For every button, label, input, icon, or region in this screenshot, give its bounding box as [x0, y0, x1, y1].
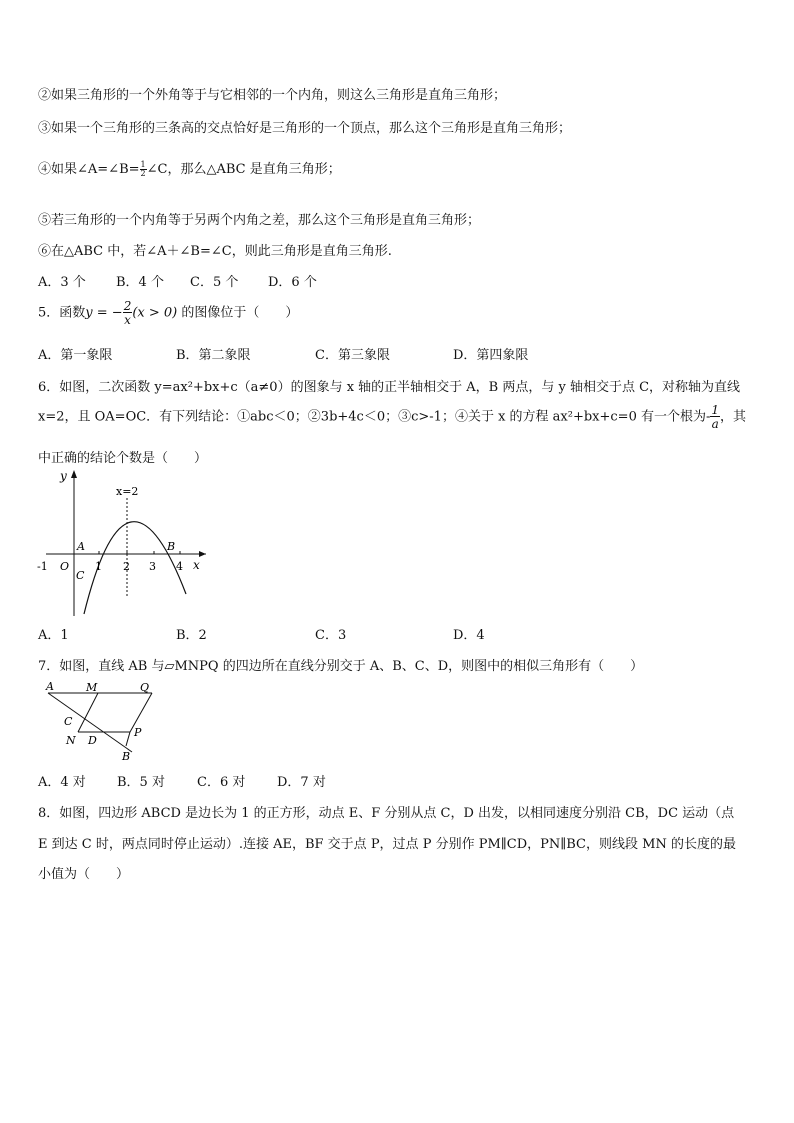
q7-option-c[interactable]: C．6 对 — [197, 775, 246, 790]
line-pb — [126, 732, 130, 746]
statement-2: ②如果三角形的一个外角等于与它相邻的一个内角，则这么三角形是直角三角形； — [38, 88, 507, 103]
fraction-numerator: 1 — [140, 160, 146, 169]
q5-condition: (x > 0) — [132, 305, 178, 321]
q6-option-b[interactable]: B．2 — [176, 628, 207, 643]
q5-pre: 5．函数 — [38, 305, 86, 321]
label-p: P — [134, 726, 142, 739]
q5-option-b[interactable]: B．第二象限 — [176, 348, 251, 363]
label-q: Q — [140, 681, 150, 694]
q7-option-b[interactable]: B．5 对 — [117, 775, 165, 790]
question-6-line-2 — [38, 404, 746, 430]
point-b-label: B — [167, 540, 176, 553]
question-8-line-1: 8．如图，四边形 ABCD 是边长为 1 的正方形，动点 E、F 分别从点 C，D 出发，以相同速度分别沿 CB，DC 运动（点 — [38, 806, 735, 821]
fraction-numerator: 1 — [711, 403, 720, 417]
label-b: B — [122, 750, 131, 762]
q7-option-a[interactable]: A．4 对 — [38, 775, 86, 790]
statement-4 — [38, 158, 341, 178]
point-c-label: C — [76, 569, 85, 582]
q5-post: 的图像位于（ ） — [177, 305, 299, 321]
q4-option-c[interactable]: C．5 个 — [190, 275, 239, 290]
fraction-denominator: a — [711, 417, 719, 431]
statement-4-fraction — [140, 161, 147, 178]
parallelogram-figure — [40, 680, 170, 762]
q5-option-c[interactable]: C．第三象限 — [315, 348, 390, 363]
statement-4-post: ∠C，那么△ABC 是直角三角形； — [146, 162, 341, 177]
tick-label: 4 — [176, 560, 183, 573]
question-6-line-3: 中正确的结论个数是（ ） — [38, 451, 208, 466]
statement-6: ⑥在△ABC 中，若∠A＋∠B=∠C，则此三角形是直角三角形. — [38, 244, 392, 259]
parabola-graph — [36, 466, 216, 618]
q7-option-d[interactable]: D．7 对 — [277, 775, 326, 790]
label-a: A — [46, 680, 54, 693]
tick-label: -1 — [37, 560, 48, 573]
label-m: M — [86, 681, 98, 694]
x-axis-label: x — [193, 558, 200, 572]
origin-label: O — [60, 560, 70, 573]
tick-label: 1 — [95, 560, 102, 573]
q6-option-a[interactable]: A．1 — [38, 628, 69, 643]
question-8-line-3: 小值为（ ） — [38, 867, 130, 882]
q6-line2-pre: x=2，且 OA=OC．有下列结论：①abc＜0；②3b+4c＜0；③c>-1；④关于 x 的方程 ax²+bx+c=0 有一个根为- — [38, 409, 711, 425]
q5-fraction — [123, 300, 133, 326]
q5-y: y — [85, 305, 93, 321]
question-5 — [38, 300, 298, 326]
q5-option-a[interactable]: A．第一象限 — [38, 348, 113, 363]
label-c: C — [64, 715, 73, 728]
q5-eq: = − — [92, 305, 123, 321]
tick-label: 2 — [123, 560, 130, 573]
question-7: 7．如图，直线 AB 与▱MNPQ 的四边所在直线分别交于 A、B、C、D，则图中的相似三角形有（ ） — [38, 659, 644, 674]
statement-3: ③如果一个三角形的三条高的交点恰好是三角形的一个顶点，那么这个三角形是直角三角形； — [38, 121, 572, 136]
fraction-denominator: x — [124, 313, 131, 327]
q4-option-d[interactable]: D．6 个 — [268, 275, 317, 290]
q6-option-c[interactable]: C．3 — [315, 628, 347, 643]
question-8-line-2: E 到达 C 时，两点同时停止运动）.连接 AE，BF 交于点 P，过点 P 分别作 PM∥CD，PN∥BC，则线段 MN 的长度的最 — [38, 837, 736, 852]
tick-label: 3 — [149, 560, 156, 573]
statement-4-pre: ④如果∠A=∠B= — [38, 162, 140, 177]
x-axis-arrow-icon — [199, 551, 206, 557]
question-6-line-1: 6．如图，二次函数 y=ax²+bx+c（a≠0）的图象与 x 轴的正半轴相交于 A，B 两点，与 y 轴相交于点 C，对称轴为直线 — [38, 380, 741, 395]
label-n: N — [66, 734, 76, 747]
label-d: D — [88, 734, 97, 747]
q4-option-a[interactable]: A．3 个 — [38, 275, 86, 290]
q6-fraction — [710, 404, 720, 430]
symmetry-label: x=2 — [116, 485, 139, 498]
q6-line2-post: ，其 — [720, 409, 747, 425]
statement-5: ⑤若三角形的一个内角等于另两个内角之差，那么这个三角形是直角三角形； — [38, 213, 481, 228]
q5-option-d[interactable]: D．第四象限 — [453, 348, 529, 363]
y-axis-label: y — [60, 469, 67, 483]
q4-option-b[interactable]: B．4 个 — [116, 275, 164, 290]
y-axis-arrow-icon — [71, 470, 77, 478]
fraction-denominator: 2 — [140, 169, 146, 178]
fraction-numerator: 2 — [123, 299, 132, 313]
point-a-label: A — [77, 540, 85, 553]
q6-option-d[interactable]: D．4 — [453, 628, 485, 643]
